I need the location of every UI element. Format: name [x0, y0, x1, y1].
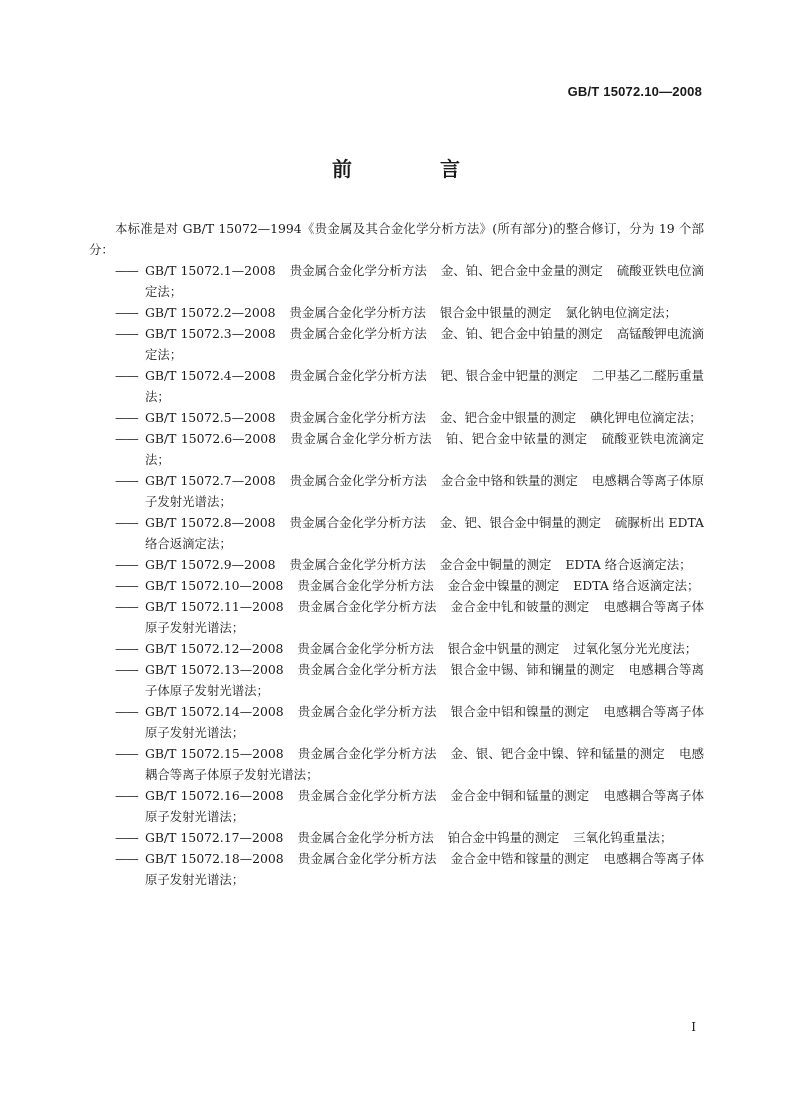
- list-item: [89, 302, 704, 323]
- standard-subject: 金合金中铜和锰量的测定: [450, 788, 590, 803]
- standard-method: 二甲基乙二醛肟重量法；: [145, 368, 705, 404]
- standard-subject: 铂、钯合金中铱量的测定: [446, 431, 588, 446]
- standard-method: 碘化钾电位滴定法；: [590, 410, 702, 425]
- standards-list: [89, 260, 704, 890]
- list-item: [89, 848, 704, 890]
- list-item: [89, 596, 704, 638]
- standard-number: GB/T 15072.16—2008: [145, 788, 284, 803]
- standard-method: 高锰酸钾电流滴定法；: [145, 326, 705, 362]
- list-dash: ——: [115, 557, 138, 572]
- standard-category: 贵金属合金化学分析方法: [289, 515, 426, 530]
- list-item: [89, 701, 704, 743]
- standard-method: 硫酸亚铁电位滴定法；: [145, 263, 705, 299]
- list-dash: ——: [115, 830, 138, 845]
- standard-category: 贵金属合金化学分析方法: [289, 305, 426, 320]
- list-item: [89, 575, 704, 596]
- standard-category: 贵金属合金化学分析方法: [289, 410, 426, 425]
- standard-method: 电感耦合等离子体原子发射光谱法；: [145, 662, 705, 698]
- standard-number: GB/T 15072.12—2008: [145, 641, 284, 656]
- list-dash: ——: [115, 662, 138, 677]
- list-dash: ——: [115, 410, 138, 425]
- standard-method: 电感耦合等离子体原子发射光谱法；: [145, 788, 705, 824]
- list-dash: ——: [115, 326, 138, 341]
- standard-category: 贵金属合金化学分析方法: [297, 788, 437, 803]
- standard-number: GB/T 15072.1—2008: [145, 263, 276, 278]
- list-item: [89, 638, 704, 659]
- standard-method: EDTA 络合返滴定法；: [573, 578, 700, 593]
- list-item: [89, 365, 704, 407]
- list-item: [89, 260, 704, 302]
- standard-subject: 钯、银合金中钯量的测定: [440, 368, 578, 383]
- list-item: [89, 827, 704, 848]
- list-dash: ——: [115, 704, 138, 719]
- standard-subject: 金、铂、钯合金中铂量的测定: [440, 326, 603, 341]
- list-item: [89, 659, 704, 701]
- standard-method: 三氧化钨重量法；: [573, 830, 673, 845]
- standard-subject: 金、钯合金中银量的测定: [439, 410, 577, 425]
- document-code: GB/T 15072.10—2008: [567, 84, 702, 99]
- standard-method: 过氧化氢分光光度法；: [573, 641, 698, 656]
- standard-number: GB/T 15072.10—2008: [145, 578, 284, 593]
- list-dash: ——: [115, 431, 138, 446]
- list-dash: ——: [115, 578, 138, 593]
- list-dash: ——: [115, 473, 138, 488]
- page-number: I: [691, 1020, 696, 1034]
- standard-number: GB/T 15072.11—2008: [145, 599, 284, 614]
- standard-category: 贵金属合金化学分析方法: [297, 746, 437, 761]
- standard-number: GB/T 15072.6—2008: [145, 431, 277, 446]
- standard-number: GB/T 15072.17—2008: [145, 830, 284, 845]
- standard-subject: 金合金中锆和镓量的测定: [450, 851, 590, 866]
- list-dash: ——: [115, 515, 138, 530]
- standard-category: 贵金属合金化学分析方法: [289, 326, 427, 341]
- list-dash: ——: [115, 746, 138, 761]
- standard-number: GB/T 15072.7—2008: [145, 473, 276, 488]
- standard-subject: 金合金中铜量的测定: [439, 557, 552, 572]
- foreword-body: [89, 218, 704, 890]
- standard-subject: 银合金中银量的测定: [439, 305, 552, 320]
- standard-subject: 金、钯、银合金中铜量的测定: [439, 515, 601, 530]
- standard-number: GB/T 15072.3—2008: [145, 326, 276, 341]
- standard-method: 硫脲析出 EDTA 络合返滴定法；: [145, 515, 705, 551]
- standard-number: GB/T 15072.18—2008: [145, 851, 284, 866]
- standard-category: 贵金属合金化学分析方法: [297, 641, 434, 656]
- standard-subject: 金合金中铬和铁量的测定: [440, 473, 578, 488]
- list-dash: ——: [115, 788, 138, 803]
- list-item: [89, 323, 704, 365]
- standard-method: 电感耦合等离子体原子发射光谱法；: [145, 599, 705, 635]
- list-item: [89, 470, 704, 512]
- standard-category: 贵金属合金化学分析方法: [289, 263, 427, 278]
- page-title: 前 言: [332, 157, 494, 181]
- standard-number: GB/T 15072.15—2008: [145, 746, 284, 761]
- standard-number: GB/T 15072.13—2008: [145, 662, 284, 677]
- standard-subject: 铂合金中钨量的测定: [447, 830, 560, 845]
- list-dash: ——: [115, 263, 138, 278]
- standard-category: 贵金属合金化学分析方法: [289, 368, 427, 383]
- list-dash: ——: [115, 851, 138, 866]
- list-item: [89, 407, 704, 428]
- standard-subject: 金合金中镍量的测定: [447, 578, 560, 593]
- list-dash: ——: [115, 305, 138, 320]
- standard-subject: 金、银、钯合金中镍、锌和锰量的测定: [450, 746, 666, 761]
- standard-method: 电感耦合等离子体原子发射光谱法；: [145, 746, 705, 782]
- standard-subject: 银合金中钒量的测定: [447, 641, 560, 656]
- standard-method: 氯化钠电位滴定法；: [565, 305, 677, 320]
- standard-number: GB/T 15072.9—2008: [145, 557, 276, 572]
- standard-category: 贵金属合金化学分析方法: [297, 704, 437, 719]
- standard-method: 电感耦合等离子体原子发射光谱法；: [145, 704, 705, 740]
- standard-category: 贵金属合金化学分析方法: [297, 578, 434, 593]
- list-item: [89, 785, 704, 827]
- list-item: [89, 512, 704, 554]
- standard-category: 贵金属合金化学分析方法: [297, 851, 437, 866]
- standard-method: EDTA 络合返滴定法；: [565, 557, 692, 572]
- standard-category: 贵金属合金化学分析方法: [297, 599, 437, 614]
- intro-paragraph: 本标准是对 GB/T 15072—1994《贵金属及其合金化学分析方法》(所有部分)的整合修订，分为 19 个部分：: [89, 221, 704, 257]
- standard-subject: 银合金中锡、铈和镧量的测定: [450, 662, 615, 677]
- standard-number: GB/T 15072.2—2008: [145, 305, 276, 320]
- standard-category: 贵金属合金化学分析方法: [290, 431, 433, 446]
- list-item: [89, 743, 704, 785]
- list-item: [89, 428, 704, 470]
- list-dash: ——: [115, 641, 138, 656]
- standard-number: GB/T 15072.5—2008: [145, 410, 276, 425]
- list-dash: ——: [115, 368, 138, 383]
- standard-category: 贵金属合金化学分析方法: [289, 473, 427, 488]
- list-dash: ——: [115, 599, 138, 614]
- standard-category: 贵金属合金化学分析方法: [297, 662, 437, 677]
- standard-method: 硫酸亚铁电流滴定法；: [145, 431, 705, 467]
- standard-method: 电感耦合等离子体原子发射光谱法；: [145, 851, 705, 887]
- standard-method: 电感耦合等离子体原子发射光谱法；: [145, 473, 705, 509]
- standard-category: 贵金属合金化学分析方法: [289, 557, 426, 572]
- standard-number: GB/T 15072.4—2008: [145, 368, 276, 383]
- standard-number: GB/T 15072.8—2008: [145, 515, 276, 530]
- standard-subject: 银合金中铝和镍量的测定: [450, 704, 590, 719]
- standard-subject: 金合金中钆和铍量的测定: [450, 599, 590, 614]
- standard-category: 贵金属合金化学分析方法: [297, 830, 434, 845]
- standard-subject: 金、铂、钯合金中金量的测定: [440, 263, 603, 278]
- standard-number: GB/T 15072.14—2008: [145, 704, 284, 719]
- list-item: [89, 554, 704, 575]
